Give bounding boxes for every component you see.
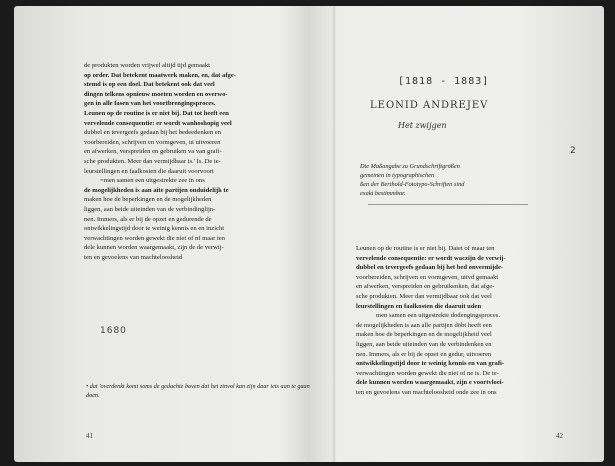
text-line: men samen een uitgestrekte dodengingsproces. [376, 312, 500, 320]
text-line: dele kunnen worden waargemaakt, zijn de de verwij- [84, 244, 224, 252]
italic-note [360, 162, 530, 198]
right-paragraph [356, 311, 584, 397]
text-line: dingen telkens opnieuw moeten worden en overwo- [84, 90, 228, 98]
text-line: de mogelijkheden is aan alle partijen döbt heeft een [356, 321, 492, 329]
text-line: liggen, aan beide uiteinden van de verbindenken en [356, 340, 492, 348]
text-line: ten en gevoelens van machteloosheid [84, 253, 183, 261]
text-line: en afwerken, verspreiden en gebruikenken, dat afge- [356, 283, 495, 291]
text-line: =men samen een uitgestrekte zee in ons [100, 177, 205, 185]
note-line: gemeinen in typographischen [360, 172, 435, 179]
text-line: de produkten worden vrijwel altijd tijd gemaakt [84, 62, 210, 69]
text-line: stemd is op een doel. Dat betekent ook dat veel [84, 81, 215, 89]
text-line: sche produkten. Meer dan vermijdbaar ook dat veel [356, 292, 492, 300]
text-line: liggen, aan beide uiteinden van de verbindinglijn- [84, 205, 216, 213]
text-line: leurstellingen en faalkosten die daaruit uden [356, 302, 482, 310]
handwritten-year: 1680 [100, 326, 127, 336]
text-line: maken hoe de beperkingen en de mogelijkheden [84, 196, 212, 204]
left-paragraph [84, 176, 302, 262]
text-line: verwachtingen worden gewekt die niet of nf maar ten [84, 234, 225, 242]
text-line: voorbereiden, schrijven en vormgeven, ui uitvoeren [84, 138, 221, 146]
text-line: ontwikkelingstijd door te weinig kennis en van grafi- [356, 360, 505, 368]
text-line: sche produkten. Meer dan vermijdbaar is.' Is. De te- [84, 157, 221, 165]
text-line: nen. Immers, als er bij de opzet en gedur, uitvoeren [356, 350, 492, 358]
note-line: ßen der Berthold-Fototypo-Schriften sind [360, 181, 465, 188]
page-number-right: 42 [556, 432, 563, 440]
note-divider [368, 204, 528, 205]
text-line: leurstellingen en faalkosten die daaruit voorvoort [84, 167, 214, 175]
right-page-text [356, 244, 584, 398]
left-page-text [84, 61, 302, 262]
text-line: gen in alle fasen van het voortbrengingsproces. [84, 100, 216, 108]
handwritten-date: [1818 - 1883] [398, 76, 490, 87]
right-paragraph [356, 244, 584, 311]
footnote: • dat 'overdenkt komt soms de gedachte boven dat het zinvol kan zijn daar iets aan te gaan doen. [86, 383, 310, 399]
text-line: vervelende consequentie: er wordt wanhoshopig veel [84, 119, 232, 127]
handwritten-author: LEONID ANDREJEV [370, 100, 489, 111]
text-line: de mogelijkheden is aan aite partijen onduidelijk te [84, 186, 229, 194]
text-line: vervelende consequentie: er wordt waczijn de verwij- [356, 254, 506, 262]
text-line: dele kunnen worden waargemaakt, zijn e voortvloei- [356, 379, 504, 387]
text-line: ten en gevoelens van machteloosheid onde zee in ons [356, 388, 497, 396]
text-line: dubbel en tevergeefs gedaan bij het bedeedenken en [84, 129, 222, 137]
text-line: Leunen op de routine is er niet bij. Dat tot heeft een [84, 109, 229, 117]
text-line: voorbereiden, schrijven en vormgeven, uitvd gemaakt [356, 273, 499, 281]
book-spread [14, 6, 604, 462]
text-line: verwachtingen worden gewekt die niet of ne is. De te- [356, 369, 499, 377]
text-line: en afwerken, verspreiden en gebruiken va van grafi- [84, 148, 222, 156]
text-line: ontwikkelingstijd door te weinig kennis en en inzicht [84, 225, 225, 233]
handwritten-number: 2 [570, 146, 576, 156]
text-line: dubbel en tevergeefs gedaan bij het bed onvermijde- [356, 264, 504, 272]
text-line: maken hoe de beperkingen en de mogelijkheid veel [356, 331, 492, 339]
note-line: Die Maßangabe zu Grundschriftgrößen [360, 163, 460, 170]
text-line: Leunen op de routine is er niet bij. Daiet of maar ten [356, 245, 495, 252]
handwritten-title: Het zwijgen [398, 121, 447, 130]
text-line: nen. Immers, als er bij de opzet en gedurende de [84, 215, 212, 223]
book-gutter [332, 6, 336, 462]
text-line: op order. Dat betekent maatwerk maken, en, dat afge- [84, 71, 236, 79]
note-line: exakt bestimmbar. [360, 190, 406, 197]
left-paragraph [84, 61, 302, 176]
page-number-left: 41 [86, 432, 93, 440]
